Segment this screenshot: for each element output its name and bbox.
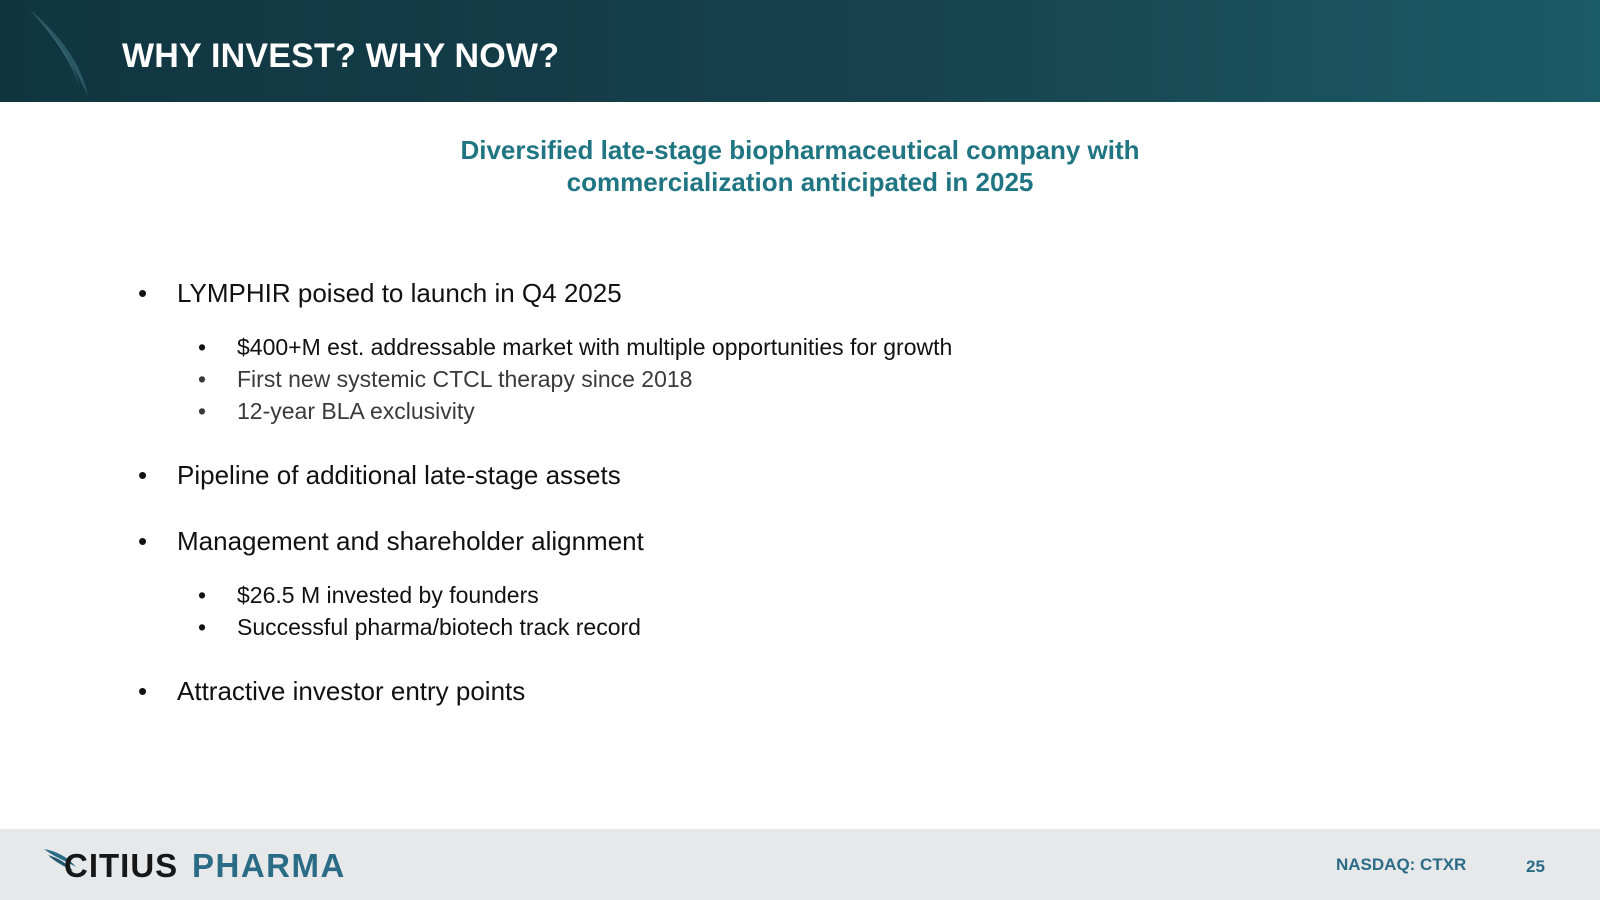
bullet-icon: • <box>198 366 207 392</box>
sub-bullet-text: $26.5 M invested by founders <box>237 582 539 608</box>
sub-bullet-text: First new systemic CTCL therapy since 2018 <box>237 366 693 392</box>
bullet-icon: • <box>138 460 148 490</box>
bullet-text: Management and shareholder alignment <box>177 526 644 556</box>
bullet-text: LYMPHIR poised to launch in Q4 2025 <box>177 278 622 308</box>
bullet-icon: • <box>138 526 148 556</box>
bullet-text: Pipeline of additional late-stage assets <box>177 460 621 490</box>
sub-bullet-text: $400+M est. addressable market with multiple opportunities for growth <box>237 334 953 360</box>
bullet-text: Attractive investor entry points <box>177 676 526 706</box>
page-number: 25 <box>1526 857 1545 876</box>
subtitle-line-1: Diversified late-stage biopharmaceutical company with <box>460 135 1140 165</box>
company-logo <box>42 843 382 887</box>
bullet-icon: • <box>198 614 207 640</box>
logo-text-citius: CITIUS <box>64 847 179 884</box>
sub-bullet-text: 12-year BLA exclusivity <box>237 398 475 424</box>
subtitle-line-2: commercialization anticipated in 2025 <box>566 167 1034 197</box>
bullet-icon: • <box>138 676 148 706</box>
bullet-icon: • <box>198 582 207 608</box>
bullet-icon: • <box>138 278 148 308</box>
slide-footer <box>0 829 1600 900</box>
sub-bullet-text: Successful pharma/biotech track record <box>237 614 641 640</box>
logo-text-pharma: PHARMA <box>192 847 346 884</box>
ticker-label: NASDAQ: CTXR <box>1336 855 1467 874</box>
slide-title: WHY INVEST? WHY NOW? <box>122 37 560 75</box>
bullet-icon: • <box>198 398 207 424</box>
bullet-icon: • <box>198 334 207 360</box>
